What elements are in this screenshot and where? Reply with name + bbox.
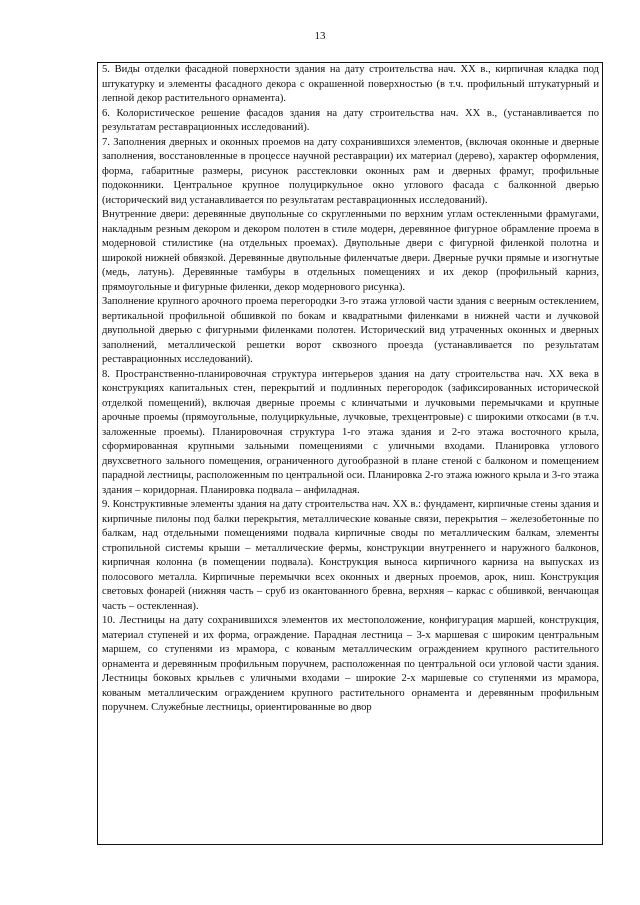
paragraph: 6. Колористическое решение фасадов здания на дату строительства нач. XX в., (устанавливается по результатам реставрационных исследований). — [102, 107, 599, 133]
paragraph: Заполнение крупного арочного проема перегородки 3-го этажа угловой части здания с веерным остеклением, вертикальной профильной обшивкой по бокам и квадратными филенками в нижней части и лучковой двупольной дверью с фигурными филенками полотен. Исторический вид утраченных оконных и дверных заполнений, металлической решетки ворот сквозного проезда (устанавливается по результатам реставрационных исследований). — [102, 296, 599, 365]
paragraph: 7. Заполнения дверных и оконных проемов на дату сохранившихся элементов, (включая оконные и дверные заполнения, восстановленные в процессе научной реставрации) их материал (дерево), характер оформления, форма, габаритные размеры, рисунок расстекловки оконных рам и дверных фрамуг, профильные подоконники. Центральное крупное полуциркульное окно углового фасада с балконной дверью (исторический вид устанавливается по результатам реставрационных исследований). — [102, 136, 599, 206]
list-item — [102, 107, 599, 136]
list-item — [102, 136, 599, 368]
list-item — [102, 498, 599, 614]
paragraph: 8. Пространственно-планировочная структура интерьеров здания на дату строительства нач. XX века в конструкциях капитальных стен, перекрытий и подлинных перегородок (зафиксированных исторической отделкой помещений), включая дверные проемы с клинчатыми и лучковыми перемычками и крупные арочные проемы (прямоугольные, полуциркульные, лучковые, трехцентровые) с широкими откосами (в т.ч. заложенные проемы). Планировочная структура 1-го этажа здания и 2-го этажа восточного крыла, сформированная крупными зальными помещениями с уличными входами. Планировка углового двухсветного зального помещения, ограниченного дугообразной в плане стеной с балконом и помещением парадной лестницы, расположенным по центральной оси. Планировка 2-го этажа южного крыла и 3-го этажа здания – коридорная. Планировка подвала – анфиладная. — [102, 368, 599, 496]
paragraph: Внутренние двери: деревянные двупольные со скругленными по верхним углам остекленными фрамугами, накладным резным декором и декором полотен в стиле модерн, деревянное фигурное обрамление проема в модерновой стилистике (на отдельных проемах). Двупольные двери с фигурной филенкой полотна и широкой нижней обвязкой. Деревянные двупольные филенчатые двери. Дверные ручки прямые и изогнутые (медь, латунь). Деревянные тамбуры в отдельных помещениях и их декор (профильный карниз, прямоугольные и фигурные филенки, декор модернового рисунка). — [102, 209, 599, 293]
document-text-frame — [97, 62, 603, 845]
list-item — [102, 63, 599, 107]
paragraph: 5. Виды отделки фасадной поверхности здания на дату строительства нач. XX в., кирпичная кладка под штукатурку и элементы фасадного декора с окрашенной поверхностью (в т.ч. профильный штукатурный и лепной декор растительного орнамента). — [102, 64, 599, 104]
list-item — [102, 614, 599, 716]
page-number: 13 — [314, 30, 326, 42]
list-item — [102, 368, 599, 499]
paragraph: 9. Конструктивные элементы здания на дату строительства нач. XX в.: фундамент, кирпичные стены здания и кирпичные пилоны под балки перекрытия, металлические кованые связи, перекрытия – железобетонные по балкам, над отдельными помещениями подвала кирпичные своды по металлическим балкам, элементы стропильной системы крыши – металлические фермы, конструкции внутреннего и наружного балконов, кирпичная колонна (в помещении подвала). Конструкция выноса кирпичного карниза на выпусках из полосового металла. Кирпичные перемычки всех оконных и дверных проемов, арок, ниш. Конструкция световых фонарей (нижняя часть – сруб из окантованного бревна, верхняя – каркас с обшивкой, венчающая часть – остекленная). — [102, 499, 599, 612]
paragraph: 10. Лестницы на дату сохранившихся элементов их местоположение, конфигурация маршей, конструкция, материал ступеней и их форма, ограждение. Парадная лестница – 3-х маршевая с широким центральным маршем, со ступенями из мрамора, с кованым металлическим ограждением крупного растительного орнамента и деревянным профильным поручнем, расположенная по центральной оси угловой части здания. Лестницы боковых крыльев с уличными входами – широкие 2-х маршевые со ступенями из мрамора, кованым металлическим ограждением крупного растительного орнамента и деревянным профильным поручнем. Служебные лестницы, ориентированные во двор — [102, 615, 599, 713]
